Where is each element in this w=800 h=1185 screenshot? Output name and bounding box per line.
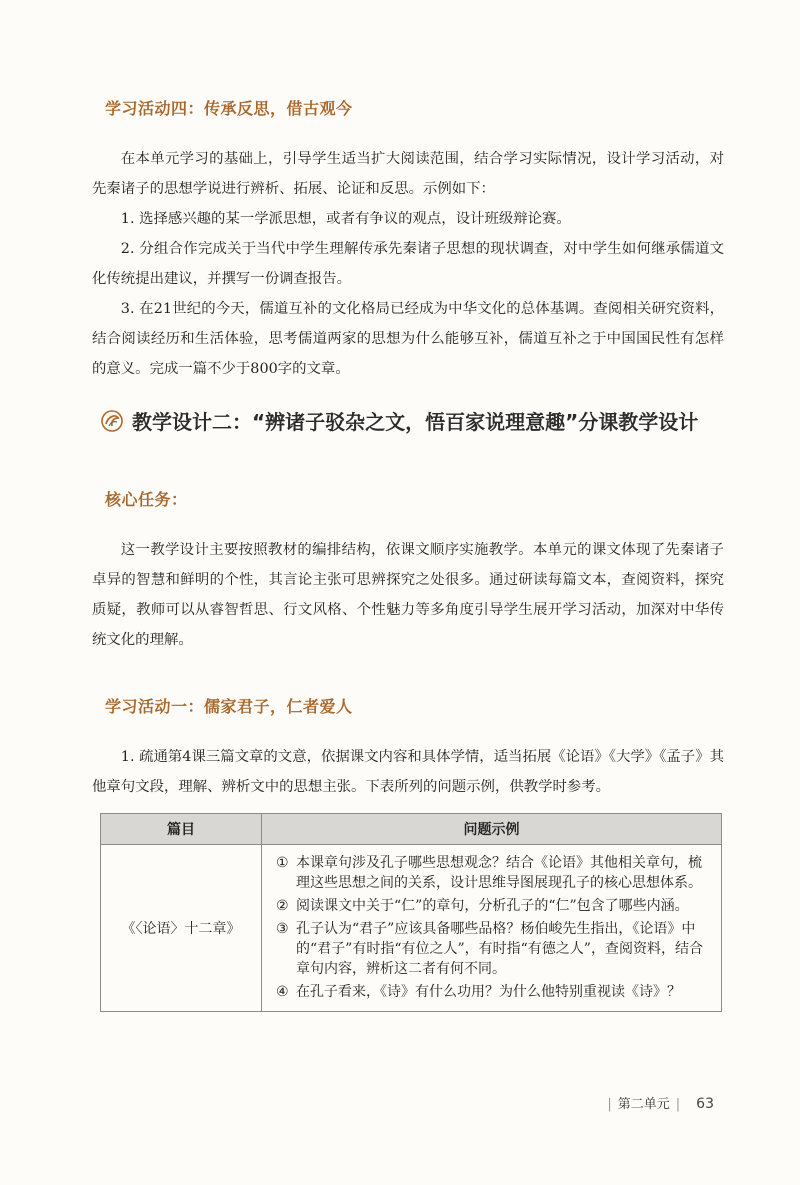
footer-divider-right: | xyxy=(675,1097,681,1112)
core-task-body xyxy=(92,535,724,655)
question-table xyxy=(100,813,722,1012)
core-task-text: 这一教学设计主要按照教材的编排结构，依课文顺序实施教学。本单元的课文体现了先秦诸子卓异的智慧和鲜明的个性，其言论主张可思辨探究之处很多。通过研读每篇文本，查阅资料，探究质疑，教师可以从睿智哲思、行文风格、个性魅力等多角度引导学生展开学习活动，加深对中华传统文化的理解。 xyxy=(92,542,724,648)
question-number: ② xyxy=(276,898,289,914)
footer-divider-left: | xyxy=(607,1097,612,1112)
activity4-heading: 学习活动四：传承反思，借古观今 xyxy=(105,99,353,118)
design2-title-text: 教学设计二：“辨诸子驳杂之文，悟百家说理意趣”分课教学设计 xyxy=(132,410,699,434)
core-task-heading: 核心任务： xyxy=(105,490,188,509)
page-number: 63 xyxy=(696,1096,714,1112)
activity4-intro: 在本单元学习的基础上，引导学生适当扩大阅读范围，结合学习实际情况，设计学习活动，对先秦诸子的思想学说进行辨析、拓展、论证和反思。示例如下： xyxy=(92,151,724,197)
table-cell-questions xyxy=(262,845,722,1012)
question-number: ④ xyxy=(276,984,289,1000)
activity4-item-2: 2. 分组合作完成关于当代中学生理解传承先秦诸子思想的现状调查，对中学生如何继承儒道文化传统提出建议，并撰写一份调查报告。 xyxy=(92,241,724,287)
activity4-body xyxy=(92,144,724,384)
page-footer xyxy=(601,1093,714,1112)
question-number: ③ xyxy=(276,921,289,937)
question-item xyxy=(276,896,709,916)
footer-unit: 第二单元 xyxy=(617,1097,670,1112)
design2-title xyxy=(100,406,740,435)
table-header-row xyxy=(101,814,722,845)
question-number: ① xyxy=(276,855,289,871)
table-header-questions: 问题示例 xyxy=(262,814,722,845)
question-item xyxy=(276,919,709,979)
table-header-title: 篇目 xyxy=(101,814,262,845)
question-item xyxy=(276,982,709,1002)
leaf-spiral-icon xyxy=(100,409,124,433)
question-item xyxy=(276,853,709,893)
activity1-text: 1. 疏通第4课三篇文章的文意，依据课文内容和具体学情，适当拓展《论语》《大学》《孟子》其他章句文段，理解、辨析文中的思想主张。下表所列的问题示例，供教学时参考。 xyxy=(92,749,724,795)
activity4-item-3: 3. 在21世纪的今天，儒道互补的文化格局已经成为中华文化的总体基调。查阅相关研究资料，结合阅读经历和生活体验，思考儒道两家的思想为什么能够互补，儒道互补之于中国国民性有怎样的意义。完成一篇不少于800字的文章。 xyxy=(92,301,724,377)
question-text: 孔子认为“君子”应该具备哪些品格？杨伯峻先生指出，《论语》中的“君子”有时指“有位之人”，有时指“有德之人”，查阅资料，结合章句内容，辨析这二者有何不同。 xyxy=(296,921,703,977)
activity4-item-1: 1. 选择感兴趣的某一学派思想，或者有争议的观点，设计班级辩论赛。 xyxy=(120,211,571,227)
question-text: 在孔子看来，《诗》有什么功用？为什么他特别重视读《诗》？ xyxy=(296,984,681,1000)
activity1-body xyxy=(92,742,724,802)
question-text: 阅读课文中关于“仁”的章句，分析孔子的“仁”包含了哪些内涵。 xyxy=(296,898,689,914)
table-row xyxy=(101,845,722,1012)
table-cell-title: 《〈论语〉十二章》 xyxy=(101,845,262,1012)
question-text: 本课章句涉及孔子哪些思想观念？结合《论语》其他相关章句，梳理这些思想之间的关系，设计思维导图展现孔子的核心思想体系。 xyxy=(296,855,702,891)
activity1-heading: 学习活动一：儒家君子，仁者爱人 xyxy=(105,697,353,716)
